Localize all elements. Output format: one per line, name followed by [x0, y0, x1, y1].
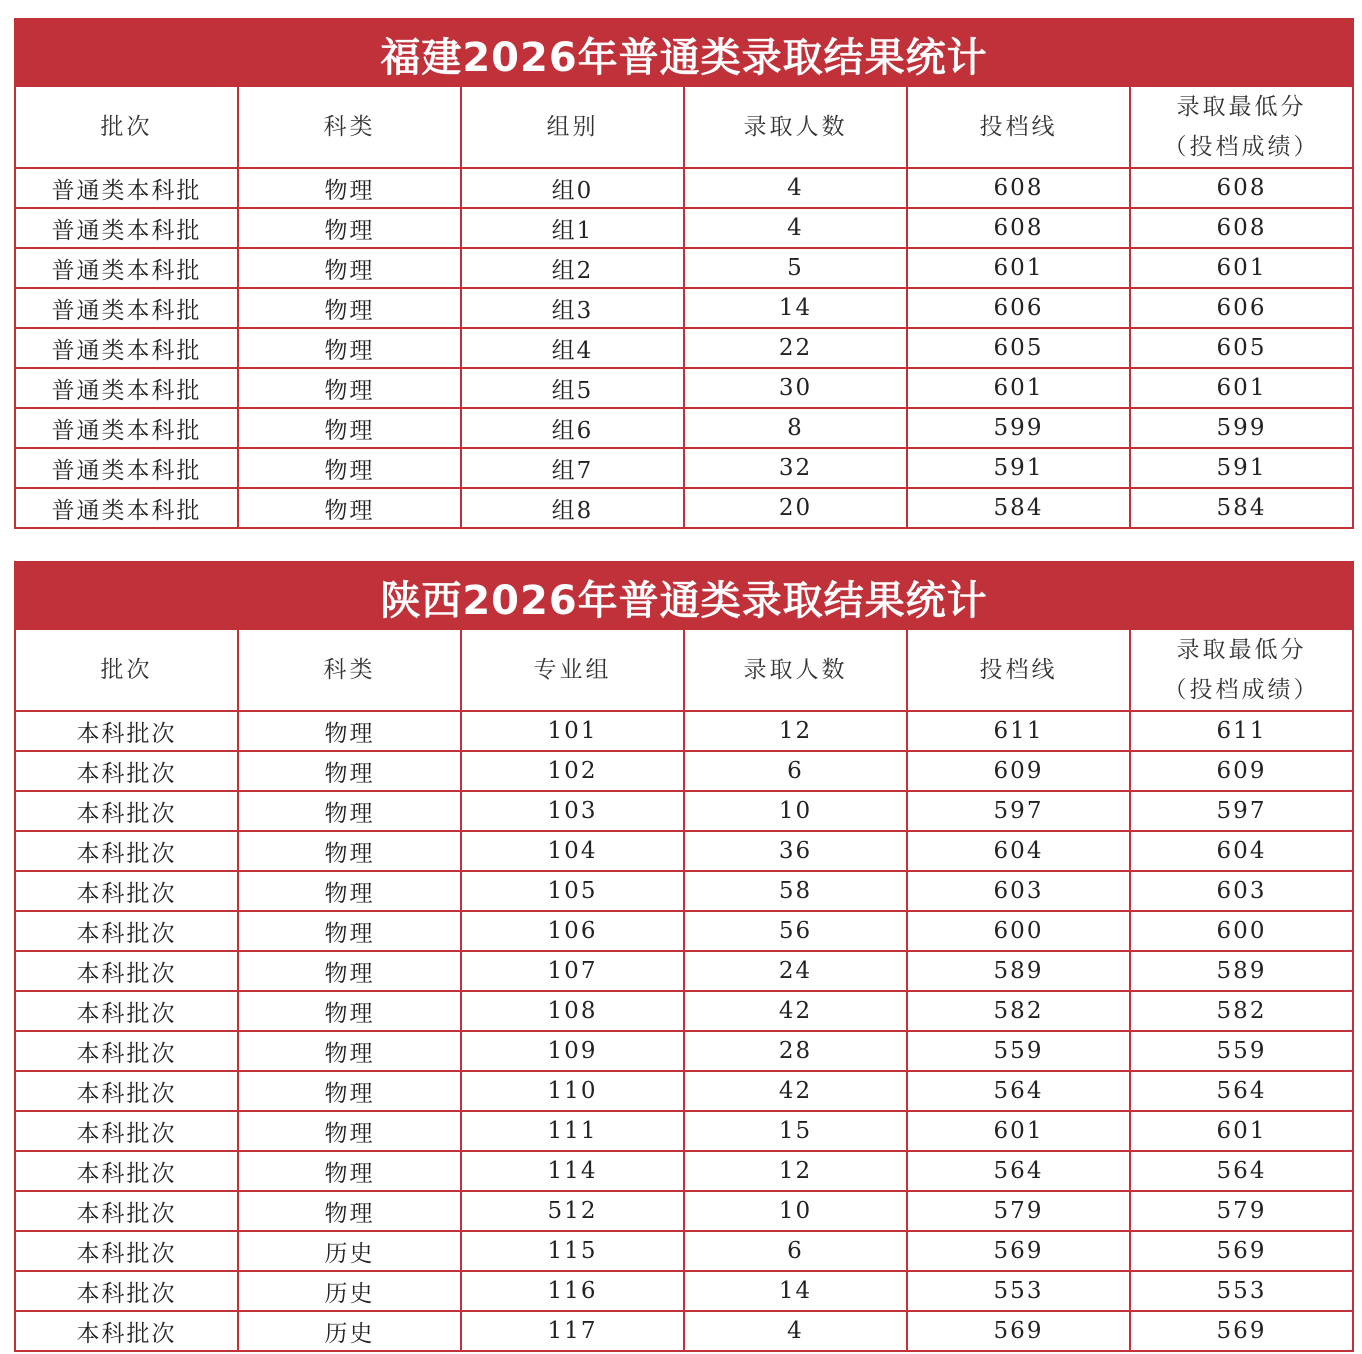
cell-admitted-count: 24 [684, 951, 907, 991]
cell-admitted-count: 36 [684, 831, 907, 871]
cell-cutoff-line: 591 [907, 448, 1130, 488]
cell-cutoff-line: 603 [907, 871, 1130, 911]
cell-subject: 物理 [238, 911, 461, 951]
cell-subject: 历史 [238, 1231, 461, 1271]
header-group: 组别 [461, 86, 684, 168]
table-row [15, 288, 1353, 328]
cell-admitted-count: 20 [684, 488, 907, 528]
cell-min-score: 553 [1130, 1271, 1353, 1311]
cell-min-score: 589 [1130, 951, 1353, 991]
table-row [15, 1071, 1353, 1111]
cell-batch: 本科批次 [15, 1151, 238, 1191]
table-row [15, 791, 1353, 831]
cell-subject: 物理 [238, 208, 461, 248]
cell-admitted-count: 5 [684, 248, 907, 288]
cell-admitted-count: 6 [684, 1231, 907, 1271]
header-subject: 科类 [238, 629, 461, 711]
cell-batch: 本科批次 [15, 1031, 238, 1071]
fujian-table [14, 85, 1354, 529]
cell-batch: 普通类本科批 [15, 448, 238, 488]
header-cutoff-line: 投档线 [907, 629, 1130, 711]
cell-min-score: 600 [1130, 911, 1353, 951]
table-row [15, 711, 1353, 751]
cell-min-score: 608 [1130, 208, 1353, 248]
cell-cutoff-line: 601 [907, 248, 1130, 288]
cell-admitted-count: 42 [684, 991, 907, 1031]
cell-subject: 物理 [238, 831, 461, 871]
cell-admitted-count: 42 [684, 1071, 907, 1111]
cell-admitted-count: 14 [684, 288, 907, 328]
cell-group: 110 [461, 1071, 684, 1111]
cell-cutoff-line: 604 [907, 831, 1130, 871]
cell-cutoff-line: 584 [907, 488, 1130, 528]
table-row [15, 1311, 1353, 1351]
cell-batch: 本科批次 [15, 791, 238, 831]
cell-admitted-count: 4 [684, 168, 907, 208]
cell-batch: 本科批次 [15, 1191, 238, 1231]
cell-min-score: 601 [1130, 248, 1353, 288]
cell-cutoff-line: 600 [907, 911, 1130, 951]
cell-min-score: 606 [1130, 288, 1353, 328]
table-row [15, 448, 1353, 488]
cell-subject: 物理 [238, 1191, 461, 1231]
cell-admitted-count: 12 [684, 711, 907, 751]
cell-batch: 本科批次 [15, 831, 238, 871]
cell-subject: 物理 [238, 711, 461, 751]
shaanxi-table [14, 628, 1354, 1352]
cell-subject: 物理 [238, 991, 461, 1031]
table-header-row [15, 629, 1353, 711]
cell-min-score: 564 [1130, 1071, 1353, 1111]
cell-group: 组4 [461, 328, 684, 368]
table-row [15, 751, 1353, 791]
cell-admitted-count: 12 [684, 1151, 907, 1191]
cell-batch: 本科批次 [15, 1111, 238, 1151]
cell-group: 组1 [461, 208, 684, 248]
cell-min-score: 584 [1130, 488, 1353, 528]
cell-group: 512 [461, 1191, 684, 1231]
header-admitted-count: 录取人数 [684, 629, 907, 711]
cell-min-score: 597 [1130, 791, 1353, 831]
cell-batch: 本科批次 [15, 1071, 238, 1111]
cell-admitted-count: 4 [684, 1311, 907, 1351]
fujian-table-section [14, 18, 1354, 529]
cell-group: 组5 [461, 368, 684, 408]
cell-admitted-count: 15 [684, 1111, 907, 1151]
cell-cutoff-line: 609 [907, 751, 1130, 791]
cell-cutoff-line: 589 [907, 951, 1130, 991]
cell-subject: 物理 [238, 368, 461, 408]
cell-batch: 本科批次 [15, 1311, 238, 1351]
header-min-score-line2: （投档成绩） [1163, 134, 1320, 160]
cell-group: 111 [461, 1111, 684, 1151]
header-batch: 批次 [15, 629, 238, 711]
cell-group: 101 [461, 711, 684, 751]
cell-subject: 历史 [238, 1311, 461, 1351]
cell-batch: 本科批次 [15, 911, 238, 951]
table-row [15, 871, 1353, 911]
cell-group: 107 [461, 951, 684, 991]
cell-min-score: 609 [1130, 751, 1353, 791]
cell-min-score: 569 [1130, 1311, 1353, 1351]
cell-admitted-count: 10 [684, 1191, 907, 1231]
cell-group: 108 [461, 991, 684, 1031]
cell-min-score: 603 [1130, 871, 1353, 911]
header-batch: 批次 [15, 86, 238, 168]
cell-subject: 历史 [238, 1271, 461, 1311]
table-row [15, 408, 1353, 448]
cell-min-score: 605 [1130, 328, 1353, 368]
cell-admitted-count: 14 [684, 1271, 907, 1311]
cell-admitted-count: 4 [684, 208, 907, 248]
table-row [15, 368, 1353, 408]
header-min-score-line1: 录取最低分 [1176, 637, 1307, 663]
cell-group: 114 [461, 1151, 684, 1191]
cell-min-score: 582 [1130, 991, 1353, 1031]
cell-subject: 物理 [238, 871, 461, 911]
cell-admitted-count: 28 [684, 1031, 907, 1071]
cell-cutoff-line: 569 [907, 1311, 1130, 1351]
header-major-group: 专业组 [461, 629, 684, 711]
cell-subject: 物理 [238, 168, 461, 208]
cell-subject: 物理 [238, 248, 461, 288]
cell-group: 103 [461, 791, 684, 831]
cell-subject: 物理 [238, 791, 461, 831]
cell-cutoff-line: 564 [907, 1071, 1130, 1111]
header-min-score [1130, 86, 1353, 168]
cell-cutoff-line: 606 [907, 288, 1130, 328]
cell-cutoff-line: 559 [907, 1031, 1130, 1071]
cell-subject: 物理 [238, 1071, 461, 1111]
cell-batch: 普通类本科批 [15, 328, 238, 368]
cell-cutoff-line: 608 [907, 208, 1130, 248]
table-row [15, 208, 1353, 248]
cell-min-score: 559 [1130, 1031, 1353, 1071]
cell-batch: 普通类本科批 [15, 208, 238, 248]
cell-subject: 物理 [238, 408, 461, 448]
cell-admitted-count: 56 [684, 911, 907, 951]
table-row [15, 168, 1353, 208]
cell-subject: 物理 [238, 951, 461, 991]
cell-admitted-count: 10 [684, 791, 907, 831]
cell-admitted-count: 8 [684, 408, 907, 448]
cell-cutoff-line: 611 [907, 711, 1130, 751]
cell-batch: 本科批次 [15, 751, 238, 791]
cell-subject: 物理 [238, 488, 461, 528]
cell-min-score: 569 [1130, 1231, 1353, 1271]
cell-min-score: 611 [1130, 711, 1353, 751]
shaanxi-table-section [14, 561, 1354, 1352]
cell-batch: 本科批次 [15, 1231, 238, 1271]
cell-admitted-count: 30 [684, 368, 907, 408]
header-min-score-line1: 录取最低分 [1176, 94, 1307, 120]
cell-cutoff-line: 608 [907, 168, 1130, 208]
cell-group: 组6 [461, 408, 684, 448]
cell-group: 109 [461, 1031, 684, 1071]
cell-admitted-count: 6 [684, 751, 907, 791]
cell-subject: 物理 [238, 328, 461, 368]
cell-min-score: 601 [1130, 368, 1353, 408]
cell-min-score: 604 [1130, 831, 1353, 871]
shaanxi-table-body [15, 711, 1353, 1351]
cell-subject: 物理 [238, 288, 461, 328]
cell-admitted-count: 58 [684, 871, 907, 911]
cell-subject: 物理 [238, 1111, 461, 1151]
cell-group: 104 [461, 831, 684, 871]
cell-batch: 本科批次 [15, 951, 238, 991]
cell-subject: 物理 [238, 1151, 461, 1191]
cell-group: 组8 [461, 488, 684, 528]
cell-admitted-count: 32 [684, 448, 907, 488]
cell-group: 组7 [461, 448, 684, 488]
table-row [15, 488, 1353, 528]
cell-batch: 本科批次 [15, 991, 238, 1031]
cell-group: 115 [461, 1231, 684, 1271]
cell-min-score: 599 [1130, 408, 1353, 448]
cell-batch: 本科批次 [15, 711, 238, 751]
cell-subject: 物理 [238, 751, 461, 791]
table-row [15, 1271, 1353, 1311]
cell-cutoff-line: 597 [907, 791, 1130, 831]
cell-batch: 普通类本科批 [15, 288, 238, 328]
fujian-table-title: 福建2026年普通类录取结果统计 [14, 18, 1354, 85]
cell-group: 102 [461, 751, 684, 791]
table-row [15, 831, 1353, 871]
table-row [15, 328, 1353, 368]
table-row [15, 1111, 1353, 1151]
cell-group: 116 [461, 1271, 684, 1311]
cell-min-score: 579 [1130, 1191, 1353, 1231]
cell-batch: 普通类本科批 [15, 488, 238, 528]
table-row [15, 1231, 1353, 1271]
header-min-score-line2: （投档成绩） [1163, 677, 1320, 703]
cell-cutoff-line: 601 [907, 1111, 1130, 1151]
cell-batch: 普通类本科批 [15, 168, 238, 208]
cell-min-score: 591 [1130, 448, 1353, 488]
cell-subject: 物理 [238, 448, 461, 488]
cell-batch: 普通类本科批 [15, 408, 238, 448]
cell-cutoff-line: 579 [907, 1191, 1130, 1231]
cell-min-score: 564 [1130, 1151, 1353, 1191]
cell-batch: 普通类本科批 [15, 368, 238, 408]
cell-cutoff-line: 564 [907, 1151, 1130, 1191]
table-row [15, 248, 1353, 288]
header-subject: 科类 [238, 86, 461, 168]
cell-group: 117 [461, 1311, 684, 1351]
header-admitted-count: 录取人数 [684, 86, 907, 168]
cell-admitted-count: 22 [684, 328, 907, 368]
cell-batch: 本科批次 [15, 1271, 238, 1311]
cell-group: 组2 [461, 248, 684, 288]
cell-batch: 本科批次 [15, 871, 238, 911]
table-row [15, 911, 1353, 951]
cell-group: 106 [461, 911, 684, 951]
table-header-row [15, 86, 1353, 168]
cell-cutoff-line: 599 [907, 408, 1130, 448]
cell-cutoff-line: 582 [907, 991, 1130, 1031]
cell-cutoff-line: 569 [907, 1231, 1130, 1271]
header-min-score [1130, 629, 1353, 711]
table-row [15, 1191, 1353, 1231]
table-row [15, 1031, 1353, 1071]
table-row [15, 1151, 1353, 1191]
cell-min-score: 608 [1130, 168, 1353, 208]
cell-cutoff-line: 601 [907, 368, 1130, 408]
shaanxi-table-title: 陕西2026年普通类录取结果统计 [14, 561, 1354, 628]
cell-group: 组0 [461, 168, 684, 208]
table-row [15, 991, 1353, 1031]
header-cutoff-line: 投档线 [907, 86, 1130, 168]
cell-cutoff-line: 605 [907, 328, 1130, 368]
cell-group: 组3 [461, 288, 684, 328]
fujian-table-body [15, 168, 1353, 528]
cell-subject: 物理 [238, 1031, 461, 1071]
table-row [15, 951, 1353, 991]
cell-cutoff-line: 553 [907, 1271, 1130, 1311]
cell-group: 105 [461, 871, 684, 911]
cell-batch: 普通类本科批 [15, 248, 238, 288]
cell-min-score: 601 [1130, 1111, 1353, 1151]
